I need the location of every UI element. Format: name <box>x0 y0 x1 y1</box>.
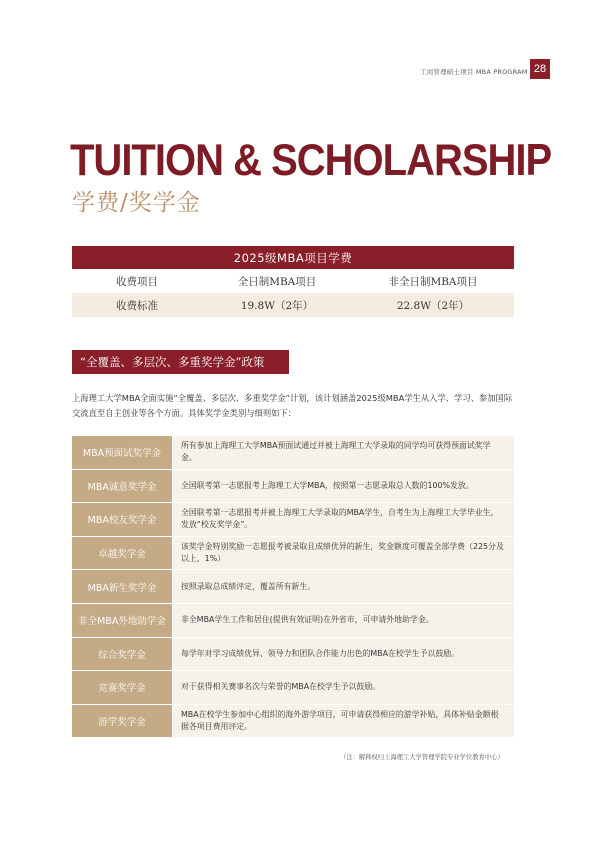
footnote: （注：解释权归上海理工大学管理学院专业学位教育中心） <box>340 754 504 761</box>
scholarship-desc: 全国联考第一志愿报考并被上海理工大学录取的MBA学生，自考生为上海理工大学毕业生，发放“校友奖学金”。 <box>172 503 514 536</box>
policy-intro: 上海理工大学MBA全面实施“全覆盖、多层次、多重奖学金”计划，该计划涵盖2025级MBA学生从入学、学习、参加国际交流直至自主创业等各个方面。具体奖学金类别与细则如下： <box>72 393 513 418</box>
scholarship-name: 综合奖学金 <box>72 638 172 671</box>
table-row <box>72 470 514 504</box>
page-number: 28 <box>530 59 550 79</box>
scholarship-name: 非全MBA外地助学金 <box>72 604 172 637</box>
tuition-header-item: 收费项目 <box>116 275 158 288</box>
scholarship-desc: 该奖学金特别奖励一志愿报考被录取且成绩优异的新生，奖金额度可覆盖全部学费（225分及以上，1%） <box>172 537 514 570</box>
scholarship-desc: 全国联考第一志愿报考上海理工大学MBA，按照第一志愿录取总人数的100%发放。 <box>172 470 514 503</box>
scholarship-name: MBA预面试奖学金 <box>72 436 172 469</box>
scholarship-name: 竞赛奖学金 <box>72 671 172 704</box>
scholarship-table <box>72 436 514 738</box>
table-row <box>72 537 514 571</box>
tuition-header-parttime: 非全日制MBA项目 <box>388 275 478 288</box>
table-row <box>72 436 514 470</box>
tuition-table-title: 2025级MBA项目学费 <box>72 246 514 269</box>
table-row <box>72 570 514 604</box>
scholarship-desc: 按照录取总成绩评定，覆盖所有新生。 <box>172 570 514 603</box>
scholarship-name: 卓越奖学金 <box>72 537 172 570</box>
page-title-en: TUITION & SCHOLARSHIP <box>70 136 552 186</box>
page-title-cn: 学费/奖学金 <box>72 190 201 216</box>
table-row <box>72 503 514 537</box>
tuition-fee-row <box>72 293 514 317</box>
tuition-table <box>72 246 514 317</box>
table-row <box>72 604 514 638</box>
scholarship-name: MBA校友奖学金 <box>72 503 172 536</box>
scholarship-name: 游学奖学金 <box>72 705 172 738</box>
header-program-label: 工商管理硕士项目 MBA PROGRAM <box>420 68 528 76</box>
table-row <box>72 671 514 705</box>
tuition-header-fulltime: 全日制MBA项目 <box>237 275 317 288</box>
scholarship-desc: 非全MBA学生工作和居住(提供有效证明)在外省市，可申请外地助学金。 <box>172 604 514 637</box>
tuition-fee-label: 收费标准 <box>116 299 158 312</box>
scholarship-name: MBA诚意奖学金 <box>72 470 172 503</box>
tuition-header-row <box>72 269 514 293</box>
table-row <box>72 638 514 672</box>
policy-banner: “全覆盖、多层次、多重奖学金”政策 <box>72 350 289 374</box>
tuition-fee-fulltime: 19.8W（2年） <box>240 299 314 312</box>
tuition-fee-parttime: 22.8W（2年） <box>396 299 470 312</box>
scholarship-desc: 对于获得相关赛事名次与荣誉的MBA在校学生予以鼓励。 <box>172 671 514 704</box>
scholarship-name: MBA新生奖学金 <box>72 570 172 603</box>
scholarship-desc: 所有参加上海理工大学MBA预面试通过并被上海理工大学录取的同学均可获得预面试奖学金。 <box>172 436 514 469</box>
scholarship-desc: MBA在校学生参加中心组织的海外游学项目，可申请获得相应的游学补贴，具体补贴金额根据各项目费用评定。 <box>172 705 514 738</box>
scholarship-desc: 每学年对学习成绩优异、领导力和团队合作能力出色的MBA在校学生予以鼓励。 <box>172 638 514 671</box>
table-row <box>72 705 514 739</box>
